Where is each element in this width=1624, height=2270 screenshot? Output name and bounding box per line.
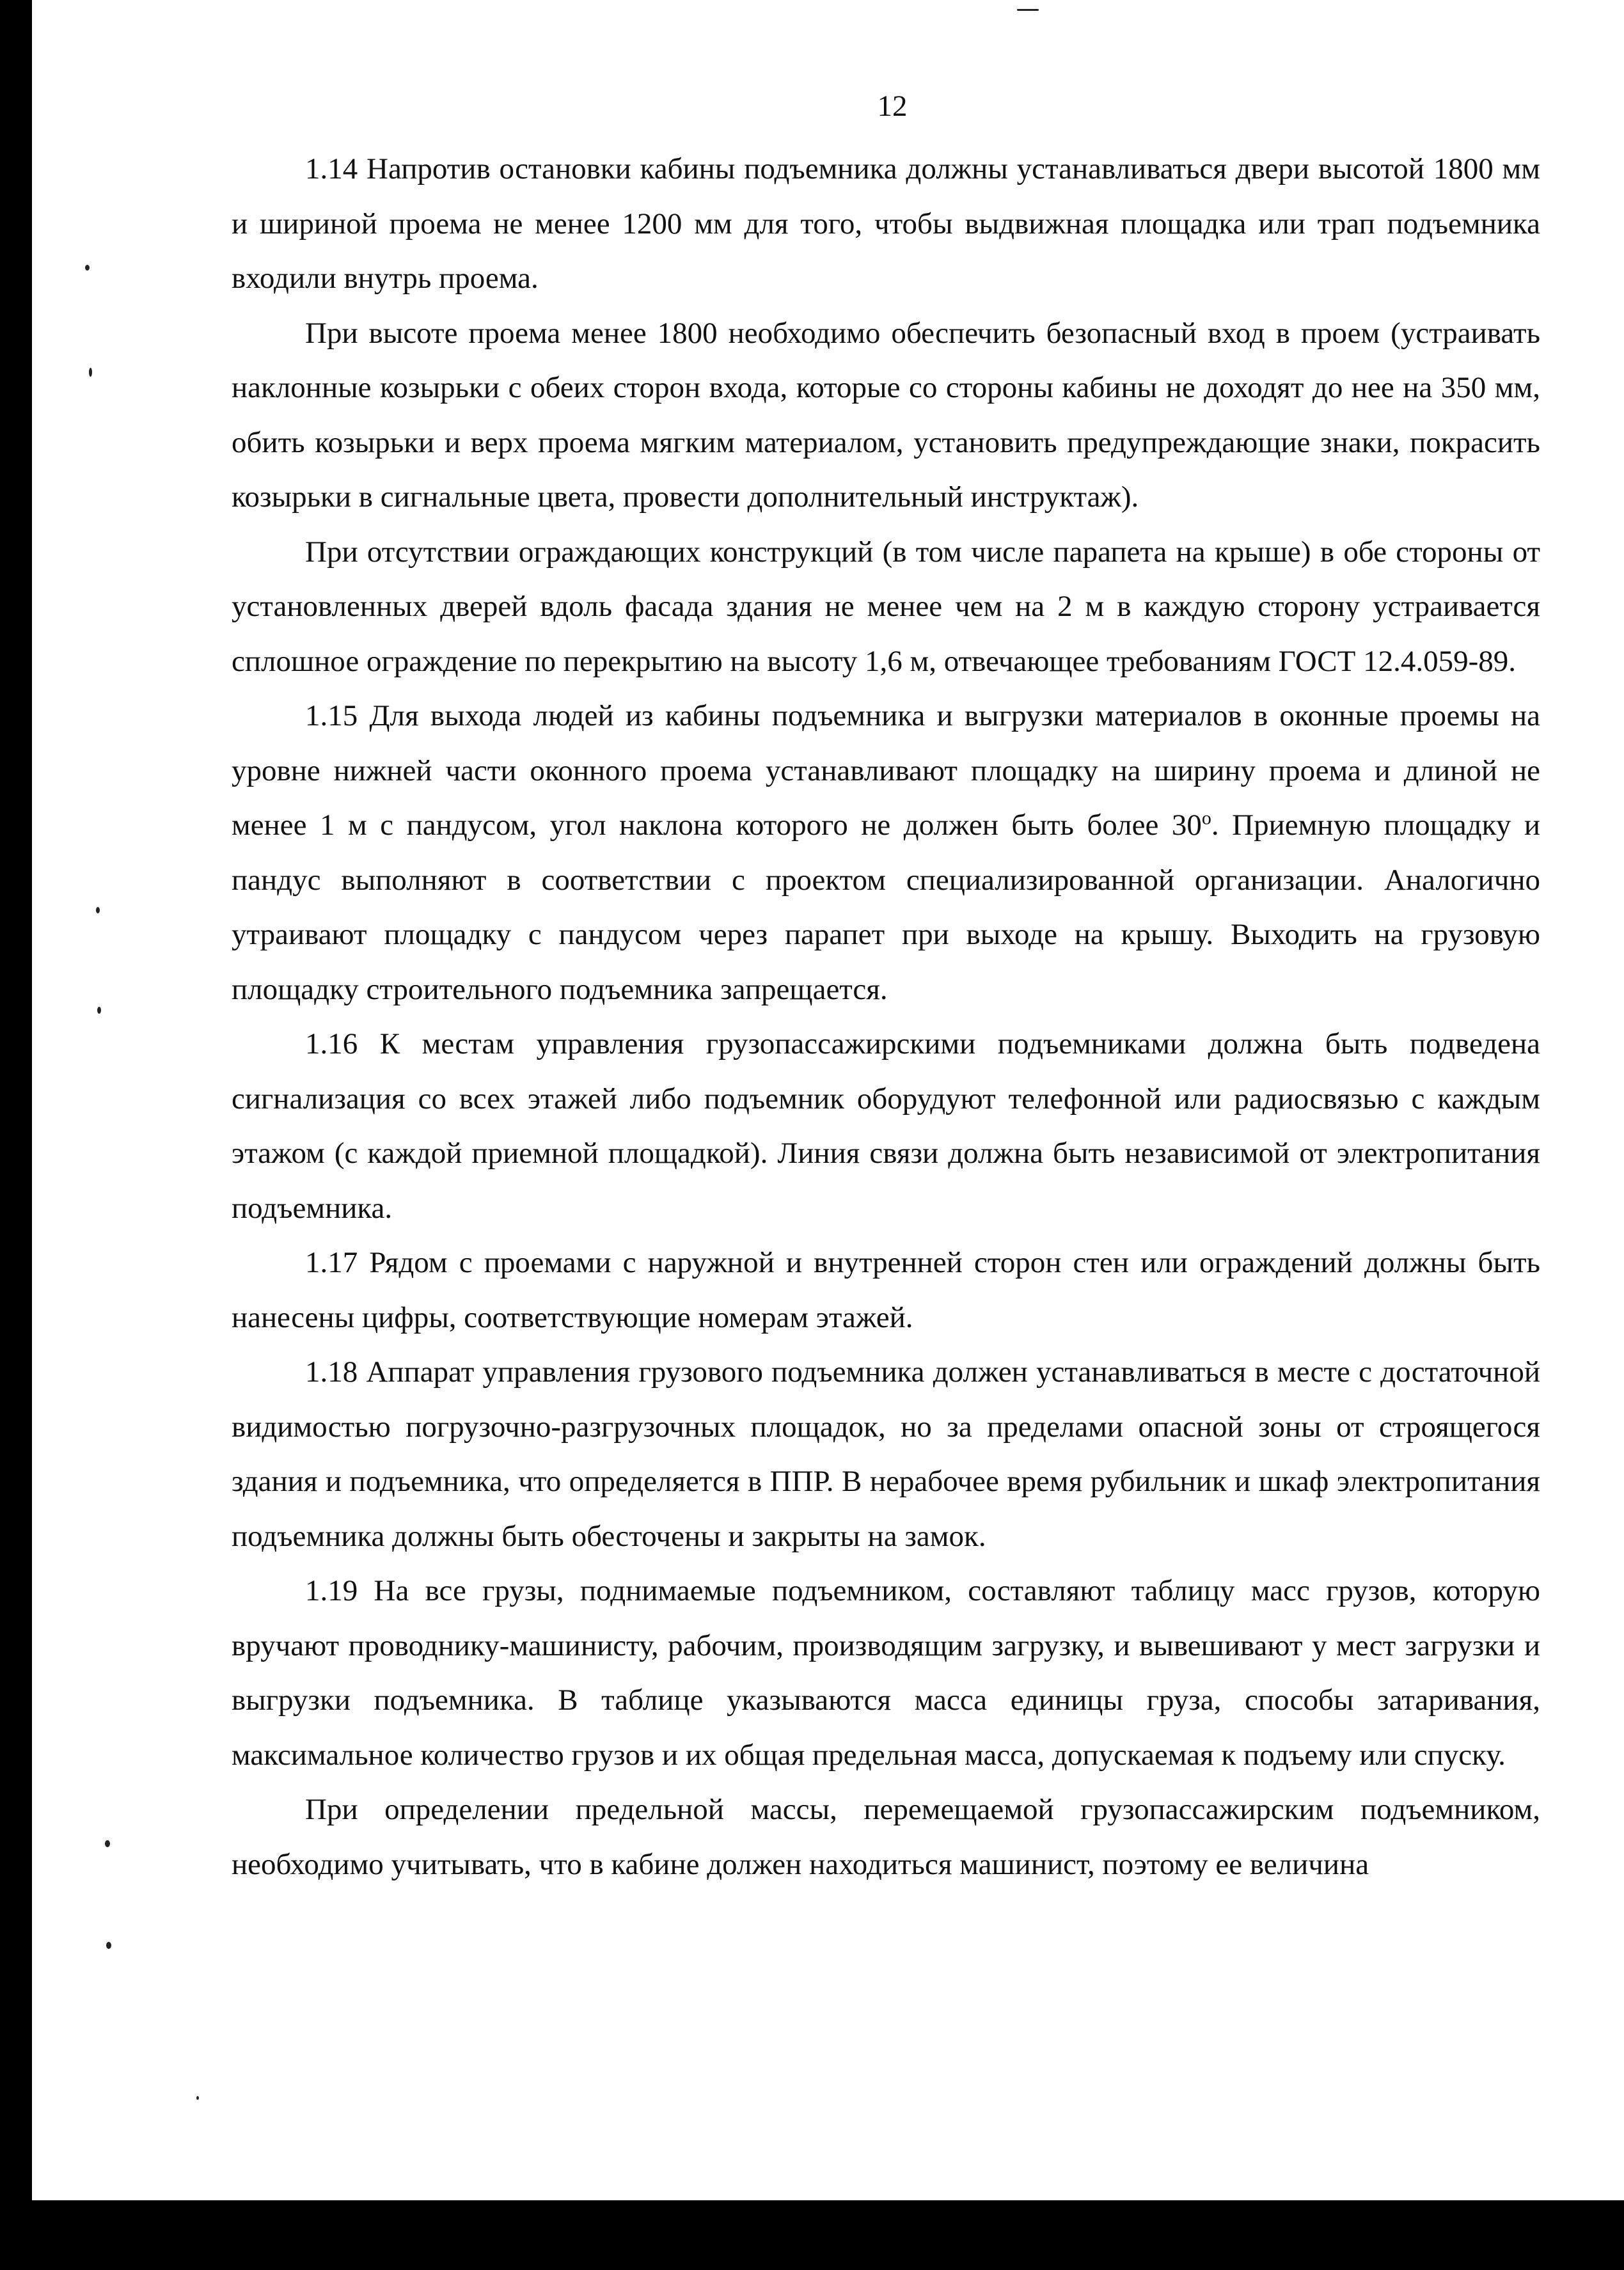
scan-speck: [97, 1007, 101, 1014]
paragraph-1-18: 1.18 Аппарат управления грузового подъемника должен устанавливаться в месте с достаточной видимостью погрузочно-разгрузочных площадок, но за пределами опасной зоны от строящегося здания и подъемника, что определяется в ППР. В нерабочее время рубильник и шкаф электропитания подъемника должны быть обесточены и закрыты на замок.: [232, 1355, 1540, 1553]
paragraph-1-15: [232, 689, 1540, 1017]
degree-mark: o: [1201, 807, 1211, 829]
paragraph-1-14: 1.14 Напротив остановки кабины подъемника должны устанавливаться двери высотой 1800 мм и шириной проема не менее 1200 мм для того, чтобы выдвижная площадка или трап подъемника входили внутрь проема.: [232, 152, 1540, 295]
paragraph-1-15-part-1: 1.15 Для выхода людей из кабины подъемника и выгрузки материалов в оконные проемы на уровне нижней части оконного проема устанавливают площадку на ширину проема и длиной не менее 1 м с пандусом, угол наклона которого не должен быть более 30: [232, 699, 1540, 842]
scan-speck: [85, 265, 90, 271]
scan-speck: [1017, 9, 1039, 11]
paragraph-1-17: 1.17 Рядом с проемами с наружной и внутренней сторон стен или ограждений должны быть нанесены цифры, соответствующие номерам этажей.: [232, 1246, 1540, 1334]
paragraph-max-mass: При определении предельной массы, перемещаемой грузопассажирским подъемником, необходимо учитывать, что в кабине должен находиться машинист, поэтому ее величина: [232, 1793, 1540, 1881]
scan-border-bottom: [0, 2200, 1624, 2270]
paragraph-1-16: 1.16 К местам управления грузопассажирскими подъемниками должна быть подведена сигнализация со всех этажей либо подъемник оборудуют телефонной или радиосвязью с каждым этажом (с каждой приемной площадкой). Линия связи должна быть независимой от электропитания подъемника.: [232, 1027, 1540, 1225]
scan-border-left: [0, 0, 32, 2270]
page-number: 12: [877, 90, 908, 123]
paragraph-1-19: 1.19 На все грузы, поднимаемые подъемником, составляют таблицу масс грузов, которую вручают проводнику-машинисту, рабочим, производящим загрузку, и вывешивают у мест загрузки и выгрузки подъемника. В таблице указываются масса единицы груза, способы затаривания, максимальное количество грузов и их общая предельная масса, допускаемая к подъему или спуску.: [232, 1574, 1540, 1772]
scan-speck: [89, 368, 92, 377]
document-body: [232, 142, 1540, 1892]
paragraph-fencing: При отсутствии ограждающих конструкций (в том числе парапета на крыше) в обе стороны от установленных дверей вдоль фасада здания не менее чем на 2 м в каждую сторону устраивается сплошное ограждение по перекрытию на высоту 1,6 м, отвечающее требованиям ГОСТ 12.4.059-89.: [232, 535, 1540, 678]
scan-speck: [106, 1942, 111, 1949]
paragraph-opening-height: При высоте проема менее 1800 необходимо обеспечить безопасный вход в проем (устраивать наклонные козырьки с обеих сторон входа, которые со стороны кабины не доходят до нее на 350 мм, обить козырьки и верх проема мягким материалом, установить предупреждающие знаки, покрасить козырьки в сигнальные цвета, провести дополнительный инструктаж).: [232, 316, 1540, 514]
scan-speck: [96, 907, 100, 913]
scan-speck: [105, 1840, 110, 1847]
paragraph-1-15-part-2: . Приемную площадку и пандус выполняют в соответствии с проектом специализированной организации. Аналогично утраивают площадку с пандусом через парапет при выходе на крышу. Выходить на грузовую площадку строительного подъемника запрещается.: [232, 808, 1540, 1006]
scan-speck: [196, 2096, 199, 2100]
